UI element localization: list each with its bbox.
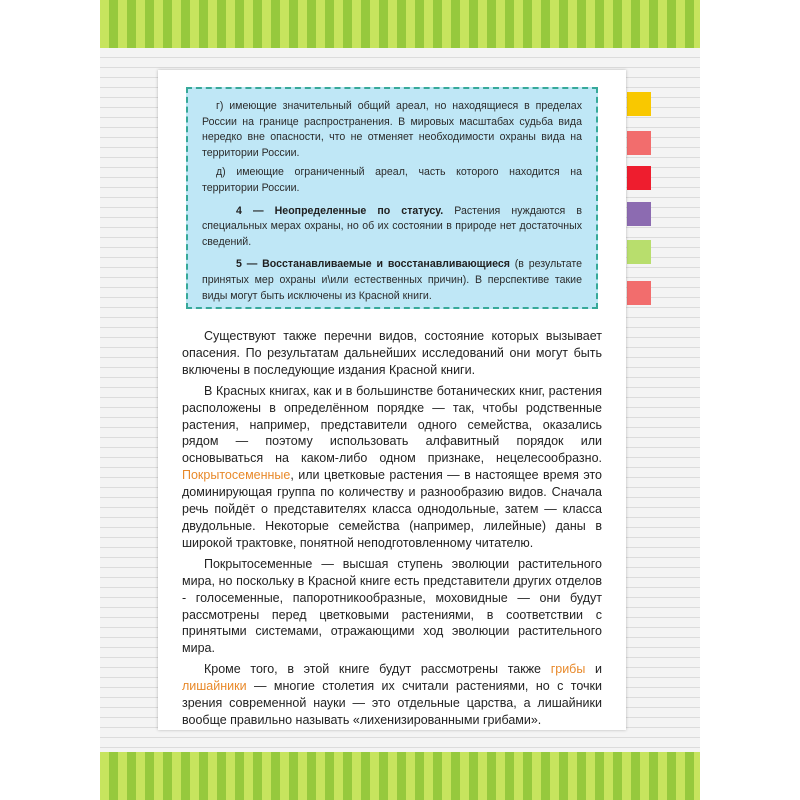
category-5 — [202, 257, 582, 304]
paragraph-2-start: В Красных книгах, как и в большинстве ботанических книг, растения расположены в определённом порядке — так, чтобы родственные растения, например, представители одного семейства, оказались рядом — поэтому использовать алфавитный порядок или основываться на каком-либо одном признаке, нецелесообразно. — [182, 383, 602, 466]
lichens-link[interactable]: лишайники — [182, 679, 247, 694]
tab-marker-green[interactable] — [627, 240, 651, 264]
bottom-stripe-border — [100, 752, 700, 800]
angiosperms-link[interactable]: Покрытосеменные — [182, 468, 291, 483]
paragraph-4-start: Кроме того, в этой книге будут рассмотрены также — [204, 662, 551, 677]
tab-marker-yellow[interactable] — [627, 92, 651, 116]
category-5-text: (в результате принятых мер охраны и\или естественных причин). В перспективе такие виды могут быть исключены из Красной книги. — [202, 258, 582, 302]
category-info-box — [186, 87, 598, 309]
tab-marker-red[interactable] — [627, 166, 651, 190]
paragraph-2 — [182, 383, 602, 552]
tab-marker-pink[interactable] — [627, 281, 651, 305]
paragraph-1: Существуют также перечни видов, состояние которых вызывает опасения. По результатам дальнейших исследований они могут быть включены в последующие издания Красной книги. — [182, 329, 602, 377]
tab-marker-purple[interactable] — [627, 202, 651, 226]
paragraph-4-end: — многие столетия их считали растениями, но с точки зрения современной науки — это отдельные царства, а лишайники вообще правильно называть «лихенизированными грибами». — [182, 679, 602, 727]
category-5-title: 5 — Восстанавливаемые и восстанавливающиеся — [236, 258, 510, 271]
paragraph-4-mid: и — [585, 662, 602, 677]
paragraph-2-end: , или цветковые растения — в настоящее время это доминирующая группа по количеству и разнообразию видов. Сначала речь пойдёт о представителях класса однодольные, затем — класса двудольные. Некоторые семейства (например, лилейные) даны в широкой трактовке, понятной неподготовленному читателю. — [182, 468, 602, 550]
item-d: д) имеющие ограниченный ареал, часть которого находится на территории России. — [202, 166, 582, 194]
item-g: г) имеющие значительный общий ареал, но находящиеся в пределах России на границе распространения. В мировых масштабах судьба вида нередко вне опасности, что не отменяет необходимости охраны вида на территории России. — [202, 100, 582, 159]
paragraph-4 — [182, 661, 602, 729]
category-4-text: Растения нуждаются в специальных мерах охраны, но об их состоянии в природе нет достаточных сведений. — [202, 204, 582, 248]
paragraph-3: Покрытосеменные — высшая ступень эволюции растительного мира, но поскольку в Красной книге есть представители других отделов - голосеменные, папоротникообразные, моховидные — они будут рассмотрены перед цветковыми растениями, в соответствии с принятыми системами, отражающими ход эволюции растительного мира. — [182, 556, 602, 656]
fungi-link[interactable]: грибы — [550, 662, 586, 677]
category-4-title: 4 — Неопределенные по статусу. — [236, 204, 444, 217]
category-4 — [202, 204, 582, 251]
top-stripe-border — [100, 0, 700, 48]
book-page — [158, 70, 626, 730]
tab-marker-salmon[interactable] — [627, 131, 651, 155]
body-text — [182, 328, 602, 733]
